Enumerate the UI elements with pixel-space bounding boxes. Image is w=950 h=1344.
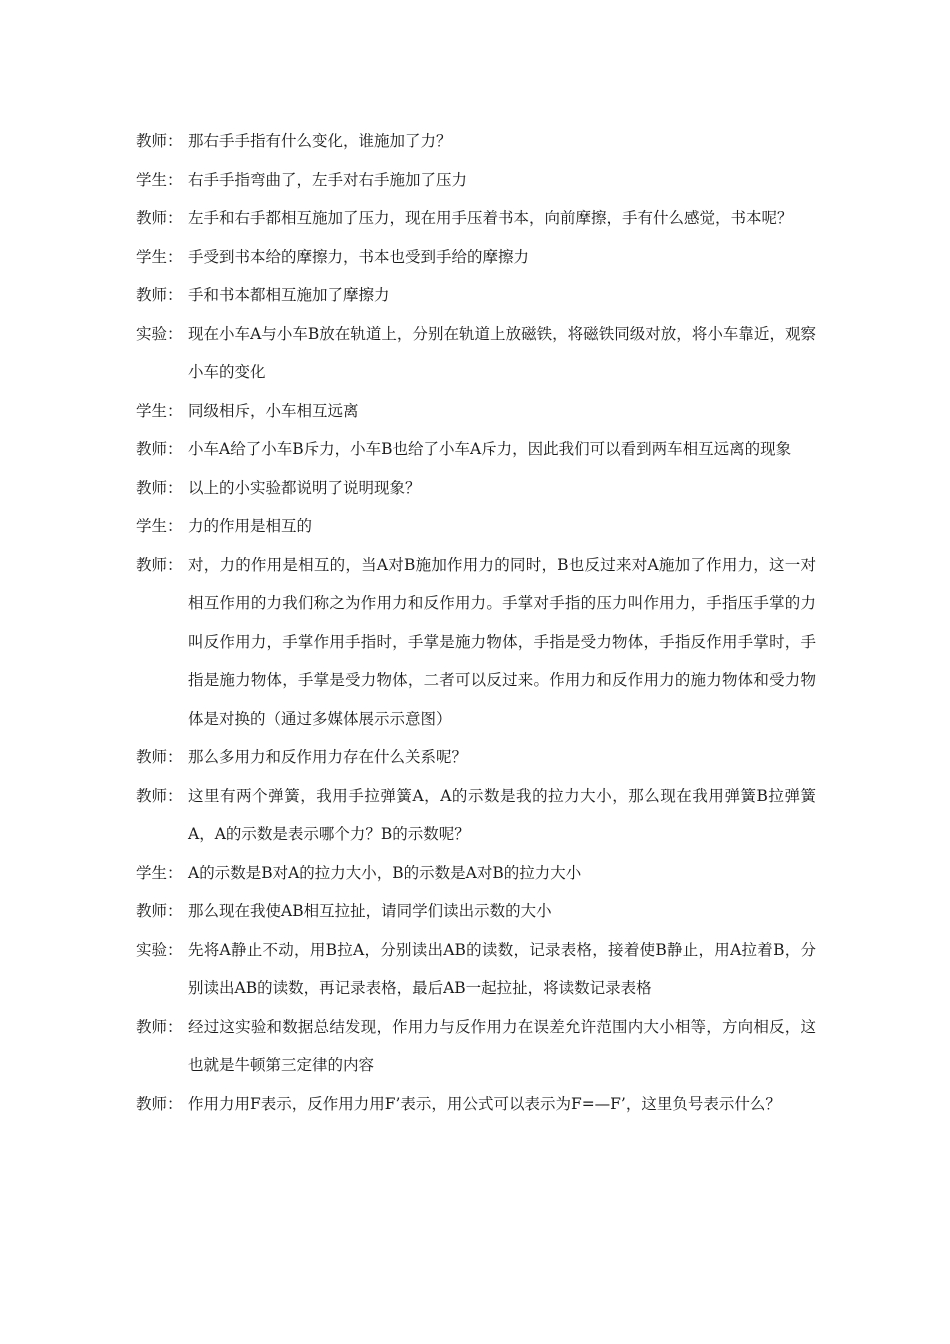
dialogue-line: [136, 161, 816, 200]
speaker-label: 教师：: [136, 286, 183, 304]
dialogue-line: [136, 392, 816, 431]
speaker-label: 教师：: [136, 1017, 183, 1036]
speaker-label: 教师：: [136, 440, 183, 458]
dialogue-line: [136, 777, 816, 854]
line-text: 那右手手指有什么变化，谁施加了力？: [188, 132, 452, 150]
speaker-label: 学生：: [136, 517, 183, 535]
line-text: 先将A静止不动，用B拉A，分别读出AB的读数，记录表格，接着使B静止，用A拉着B，分别读出AB的读数，再记录表格，最后AB一起拉扯，将读数记录表格: [188, 940, 816, 997]
dialogue-line: [136, 122, 816, 161]
speaker-label: 学生：: [136, 863, 183, 882]
speaker-label: 教师：: [136, 748, 183, 766]
line-text: 左手和右手都相互施加了压力，现在用手压着书本，向前摩擦，手有什么感觉，书本呢？: [188, 209, 793, 227]
speaker-label: 教师：: [136, 902, 183, 920]
line-text: 手受到书本给的摩擦力，书本也受到手给的摩擦力: [188, 247, 530, 266]
line-text: 小车A给了小车B斥力，小车B也给了小车A斥力，因此我们可以看到两车相互远离的现象: [188, 440, 792, 458]
line-text: 作用力用F表示，反作用力用F’表示，用公式可以表示为F=—F’，这里负号表示什么？: [188, 1094, 781, 1113]
dialogue-line: [136, 1008, 816, 1085]
dialogue-line: [136, 199, 816, 238]
dialogue-transcript: [136, 122, 816, 1123]
speaker-label: 学生：: [136, 170, 183, 189]
line-text: 手和书本都相互施加了摩擦力: [188, 286, 390, 304]
line-text: A的示数是B对A的拉力大小，B的示数是A对B的拉力大小: [188, 863, 582, 882]
dialogue-line: [136, 238, 816, 277]
speaker-label: 教师：: [136, 209, 183, 227]
dialogue-line: [136, 469, 816, 508]
dialogue-line: [136, 854, 816, 893]
speaker-label: 学生：: [136, 401, 183, 420]
line-text: 那么多用力和反作用力存在什么关系呢？: [188, 748, 468, 766]
dialogue-line: [136, 315, 816, 392]
line-text: 右手手指弯曲了，左手对右手施加了压力: [188, 170, 468, 189]
line-text: 力的作用是相互的: [188, 517, 313, 535]
line-text: 经过这实验和数据总结发现，作用力与反作用力在误差允许范围内大小相等，方向相反，这也就是牛顿第三定律的内容: [188, 1017, 816, 1074]
line-text: 那么现在我使AB相互拉扯，请同学们读出示数的大小: [188, 902, 552, 920]
speaker-label: 实验：: [136, 324, 183, 343]
speaker-label: 教师：: [136, 786, 183, 805]
dialogue-line: [136, 738, 816, 777]
dialogue-line: [136, 276, 816, 315]
line-text: 这里有两个弹簧，我用手拉弹簧A，A的示数是我的拉力大小，那么现在我用弹簧B拉弹簧A，A的示数是表示哪个力？B的示数呢？: [188, 786, 816, 843]
line-text: 现在小车A与小车B放在轨道上，分别在轨道上放磁铁，将磁铁同级对放，将小车靠近，观察小车的变化: [188, 324, 816, 381]
speaker-label: 实验：: [136, 940, 183, 959]
dialogue-line: [136, 546, 816, 739]
speaker-label: 教师：: [136, 478, 183, 497]
dialogue-line: [136, 430, 816, 469]
dialogue-line: [136, 1085, 816, 1124]
speaker-label: 学生：: [136, 247, 183, 266]
line-text: 同级相斥，小车相互远离: [188, 401, 359, 420]
dialogue-line: [136, 507, 816, 546]
dialogue-line: [136, 892, 816, 931]
speaker-label: 教师：: [136, 132, 183, 150]
line-text: 以上的小实验都说明了说明现象？: [188, 478, 421, 497]
speaker-label: 教师：: [136, 1094, 183, 1113]
speaker-label: 教师：: [136, 555, 183, 574]
dialogue-line: [136, 931, 816, 1008]
line-text: 对，力的作用是相互的，当A对B施加作用力的同时，B也反过来对A施加了作用力，这一对相互作用的力我们称之为作用力和反作用力。手掌对手指的压力叫作用力，手指压手掌的力叫反作用力，手掌作用手指时，手掌是施力物体，手指是受力物体，手指反作用手掌时，手指是施力物体，手掌是受力物体，二者可以反过来。作用力和反作用力的施力物体和受力物体是对换的（通过多媒体展示示意图）: [188, 555, 816, 728]
